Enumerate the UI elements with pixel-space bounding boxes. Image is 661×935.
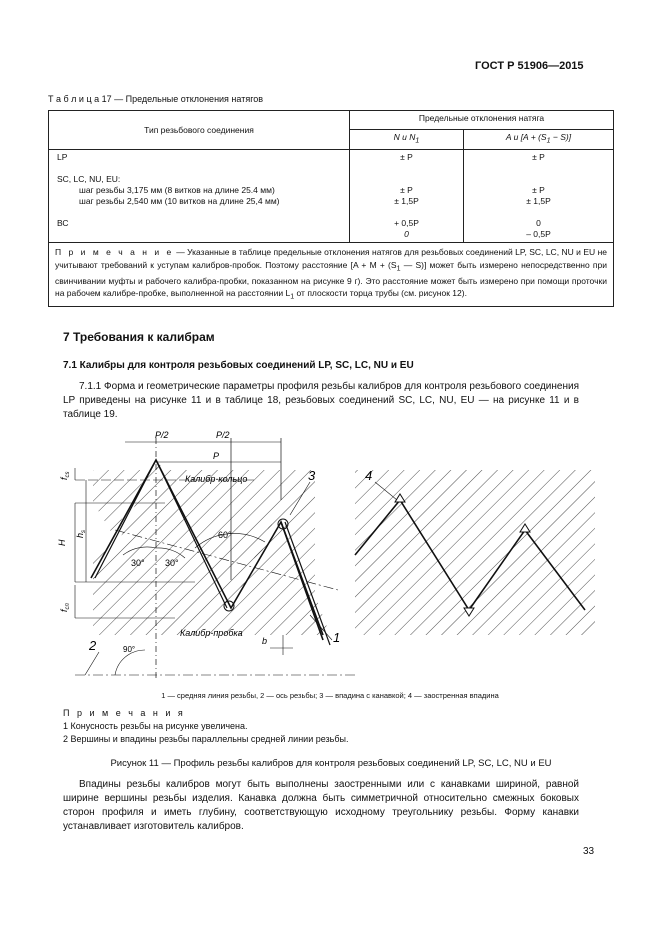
table-cell: ± P ± P ± 1,5P + 0,5P 0: [350, 150, 464, 243]
label-b: b: [262, 636, 268, 646]
label-p2-right: P/2: [216, 430, 230, 440]
label-p2-left: P/2: [155, 430, 169, 440]
label-3: 3: [308, 468, 316, 483]
figure-caption: Рисунок 11 — Профиль резьбы калибров для контроля резьбовых соединений LP, SC, LC, NU и EU: [110, 758, 552, 769]
label-angle-60: 60°: [218, 530, 232, 540]
col-type-header: Тип резьбового соединения: [49, 111, 350, 150]
label-p: P: [213, 451, 220, 461]
section-7-title: 7 Требования к калибрам: [63, 330, 215, 344]
col-a-header: A и $[A + (S_1 - S)]$: [464, 130, 614, 150]
paragraph-7-1-1: 7.1.1 Форма и геометрические параметры профиля резьбы калибров для контроля резьбового соединения LP приведены на рисунке 11 и в таблице 18, резьбовых соединений SC, LC, NU, EU — на рисунке 11 и в таблице 19.: [63, 381, 579, 420]
col-n-header: N и $N_1$: [350, 130, 464, 150]
label-angle-30-right: 30°: [165, 558, 179, 568]
label-angle-30-left: 30°: [131, 558, 145, 568]
label-fcs: $f_{cs}$: [59, 471, 71, 480]
page-number: 33: [583, 846, 595, 857]
figure-legend: 1 — средняя линия резьбы, 2 — ось резьбы; 3 — впадина с канавкой; 4 — заостренная впадина: [161, 691, 499, 700]
document-header: ГОСТ Р 51906—2015: [475, 60, 584, 72]
label-4: 4: [365, 468, 373, 483]
section-7-1-title: 7.1 Калибры для контроля резьбовых соединений LP, SC, LC, NU и EU: [63, 360, 414, 371]
table-cell: ± P ± P ± 1,5P 0 – 0,5P: [464, 150, 614, 243]
figure-notes: П р и м е ч а н и я 1 Конусность резьбы на рисунке увеличена. 2 Вершины и впадины резьбы параллельны средней линии резьбы.: [63, 708, 349, 744]
label-1: 1: [333, 630, 341, 645]
label-plug: Калибр-пробка: [180, 628, 243, 638]
table-caption: Т а б л и ц а 17 — Предельные отклонения натягов: [48, 94, 264, 104]
label-ring: Калибр-кольцо: [185, 474, 248, 484]
label-2: 2: [89, 638, 97, 653]
col-group-header: Предельные отклонения натяга: [350, 111, 614, 130]
thread-profile-figure: [55, 430, 595, 690]
label-angle-90: 90°: [123, 645, 136, 654]
label-hs: $h_s$: [75, 529, 87, 538]
closing-paragraph: Впадины резьбы калибров могут быть выполнены заостренными или с канавками шириной, равной ширине вершины резьбы изделия. Канавка должна быть симметричной относительно смежных боковых сторон профиля и иметь глубину, соответствующую исходному треугольнику резьбы. Форму канавки устанавливает изготовитель калибров.: [63, 779, 579, 832]
label-fcn: $f_{сп}$: [59, 603, 71, 612]
label-H: H: [57, 539, 67, 546]
tolerance-table: [48, 110, 614, 307]
right-profile: [355, 470, 595, 635]
table-row: LP SC, LC, NU, EU: шаг резьбы 3,175 мм (8 витков на длине 25.4 мм) шаг резьбы 2,540 мм (10 витков на длине 25,4 мм) ВС: [49, 150, 350, 243]
table-note: П р и м е ч а н и е — Указанные в таблице предельные отклонения натягов для резьбовых соединений LP, SC, LC, NU и EU не учитывают требований к уступам калибров-пробок. Поэтому расстояние [$A + M + (S_1$ — S)] может быть измерено непосредственно при свинчивании муфты и рабочего калибра-пробки, показанном на рисунке 9 г). Это расстояние может быть измерено при помощи проточки на рабочем калибре-пробке, выполненной на расстоянии $L_1$ от плоскости торца трубы (см. рисунок 12).: [49, 243, 614, 307]
